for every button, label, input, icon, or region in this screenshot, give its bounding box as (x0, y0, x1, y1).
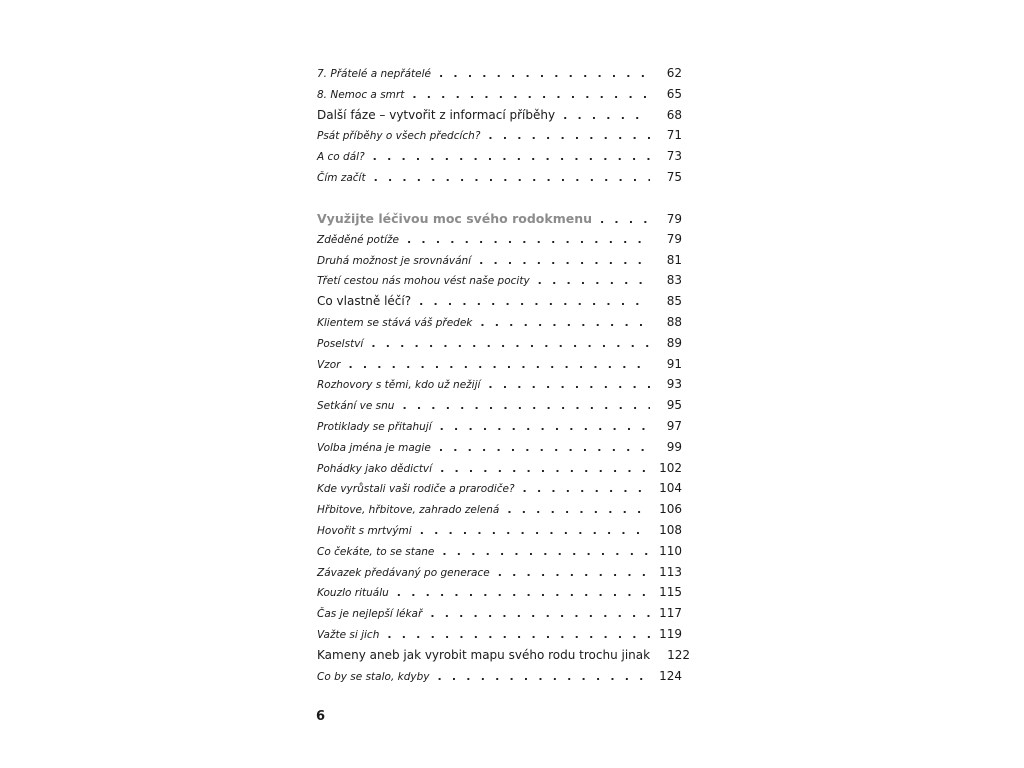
toc-entry (317, 336, 682, 350)
toc-leader-dots (440, 420, 650, 433)
toc-leader-dots (439, 67, 650, 80)
toc-entry-page: 89 (666, 335, 682, 350)
toc-entry (317, 544, 682, 558)
toc-entry (317, 211, 682, 226)
toc-entry (317, 149, 682, 163)
toc-entry (317, 647, 691, 662)
toc-entry-title: Važte si jich (317, 629, 380, 641)
toc-entry-page: 91 (666, 356, 682, 371)
toc-entry (317, 294, 682, 308)
toc-leader-dots (523, 482, 650, 495)
toc-entry-page: 117 (659, 606, 682, 621)
toc-entry-title: Druhá možnost je srovnávání (317, 254, 472, 267)
toc-entry (317, 87, 682, 101)
toc-entry-page: 62 (666, 66, 682, 80)
toc-leader-dots (488, 378, 650, 391)
toc-leader-dots (374, 171, 650, 184)
toc-entry-page: 124 (659, 668, 682, 683)
toc-leader-dots (538, 274, 650, 287)
toc-leader-dots (412, 88, 650, 101)
toc-leader-dots (419, 295, 650, 308)
toc-entry-page: 83 (666, 273, 682, 288)
toc-leader-dots (371, 337, 650, 350)
toc-leader-dots (498, 566, 650, 579)
toc-entry-title: 7. Přátelé a nepřátelé (317, 68, 431, 80)
toc-entry-page: 79 (666, 231, 682, 246)
toc-entry-page: 106 (659, 502, 682, 517)
toc-entry-title: A co dál? (317, 151, 365, 164)
toc-entry-title: Kde vyrůstali vaši rodiče a prarodiče? (317, 483, 515, 496)
toc-entry-page: 110 (659, 543, 682, 558)
toc-entry (317, 357, 682, 371)
toc-entry-title: Vzor (317, 358, 341, 371)
toc-entry-page: 88 (666, 315, 682, 329)
toc-entry (317, 523, 682, 537)
toc-entry-page: 95 (666, 398, 682, 413)
toc-entry (317, 170, 682, 184)
toc-leader-dots (397, 586, 650, 599)
toc-entry (317, 669, 682, 683)
toc-entry-title: Hovořit s mrtvými (317, 525, 412, 537)
toc-entry (317, 273, 682, 287)
toc-entry (317, 128, 682, 142)
toc-entry (317, 565, 682, 579)
toc-entry-title: Využijte léčivou moc svého rodokmenu (317, 211, 592, 226)
toc-leader-dots (442, 545, 650, 558)
toc-entry-page: 115 (659, 585, 682, 600)
toc-entry-title: Pohádky jako dědictví (317, 462, 433, 475)
toc-entry-title: Volba jména je magie (317, 441, 431, 454)
toc-entry-title: Co čekáte, to se stane (317, 545, 435, 558)
toc-entry-title: Další fáze – vytvořit z informací příběhy (317, 107, 556, 122)
toc-entry-title: Kouzlo rituálu (317, 587, 389, 600)
toc-entry (317, 502, 682, 516)
toc-entry (317, 66, 682, 80)
toc-leader-dots (507, 503, 650, 516)
page-number: 6 (316, 709, 326, 724)
toc-leader-dots (348, 358, 650, 371)
toc-entry-page: 68 (666, 107, 682, 122)
toc-leader-dots (407, 233, 650, 246)
toc-entry-title: Zděděné potíže (317, 233, 399, 246)
toc-entry-page: 102 (659, 460, 682, 475)
toc-entry-page: 79 (666, 212, 682, 226)
toc-entry (317, 419, 682, 433)
toc-entry-page: 85 (666, 294, 682, 309)
toc-entry-title: Setkání ve snu (317, 400, 395, 413)
toc-leader-dots (440, 462, 650, 475)
toc-entry-title: Psát příběhy o všech předcích? (317, 130, 481, 143)
toc-entry-page: 108 (659, 523, 682, 537)
toc-entry-title: Závazek předávaný po generace (317, 566, 490, 579)
toc-entry (317, 232, 682, 246)
toc-leader-dots (488, 129, 650, 142)
toc-leader-dots (600, 213, 650, 226)
toc-entry (317, 377, 682, 391)
toc-entry-title: Hřbitove, hřbitove, zahrado zelená (317, 504, 500, 517)
toc-leader-dots (430, 607, 650, 620)
toc-entry-page: 99 (666, 439, 682, 454)
toc-entry-title: Co vlastně léčí? (317, 294, 412, 309)
toc-entry-title: Poselství (317, 337, 364, 350)
toc-leader-dots (480, 316, 650, 329)
toc-entry-title: Čím začít (317, 172, 366, 184)
toc-entry-page: 113 (659, 564, 682, 579)
toc-leader-dots (420, 524, 650, 537)
toc-entry (317, 315, 682, 329)
toc-entry (317, 253, 682, 267)
toc-entry-title: Rozhovory s těmi, kdo už nežijí (317, 379, 481, 392)
toc-entry-page: 119 (659, 627, 682, 641)
toc-entry-page: 122 (667, 647, 691, 662)
toc-entry (317, 481, 682, 495)
toc-entry-page: 73 (666, 149, 682, 164)
toc-entry (317, 627, 682, 641)
toc-entry-page: 75 (666, 170, 682, 184)
toc-entry-title: Třetí cestou nás mohou vést naše pocity (317, 275, 530, 288)
toc-entry-title: 8. Nemoc a smrt (317, 88, 405, 101)
toc-entry-page: 65 (666, 86, 682, 101)
toc-leader-dots (402, 399, 650, 412)
toc-entry (317, 108, 682, 122)
toc-entry-page: 97 (666, 419, 682, 433)
toc-entry-page: 93 (666, 377, 682, 392)
toc-leader-dots (387, 628, 650, 641)
toc-entry-page: 71 (666, 128, 682, 143)
toc-entry (317, 585, 682, 599)
toc-entry (317, 461, 682, 475)
toc-entry-title: Čas je nejlepší lékař (317, 608, 423, 621)
toc-leader-dots (373, 150, 650, 163)
toc-entry (317, 398, 682, 412)
toc-entry-page: 104 (659, 481, 682, 496)
toc-entry-title: Protiklady se přitahují (317, 421, 432, 433)
toc-entry (317, 606, 682, 620)
toc-entry-title: Kameny aneb jak vyrobit mapu svého rodu trochu jinak (317, 647, 651, 662)
toc-entry-title: Klientem se stává váš předek (317, 317, 473, 329)
toc-leader-dots (437, 670, 650, 683)
toc-entry-title: Co by se stalo, kdyby (317, 670, 430, 683)
toc-leader-dots (563, 109, 650, 122)
toc-entry-page: 81 (666, 252, 682, 267)
toc-leader-dots (439, 441, 650, 454)
toc-entry (317, 440, 682, 454)
toc-leader-dots (479, 254, 650, 267)
